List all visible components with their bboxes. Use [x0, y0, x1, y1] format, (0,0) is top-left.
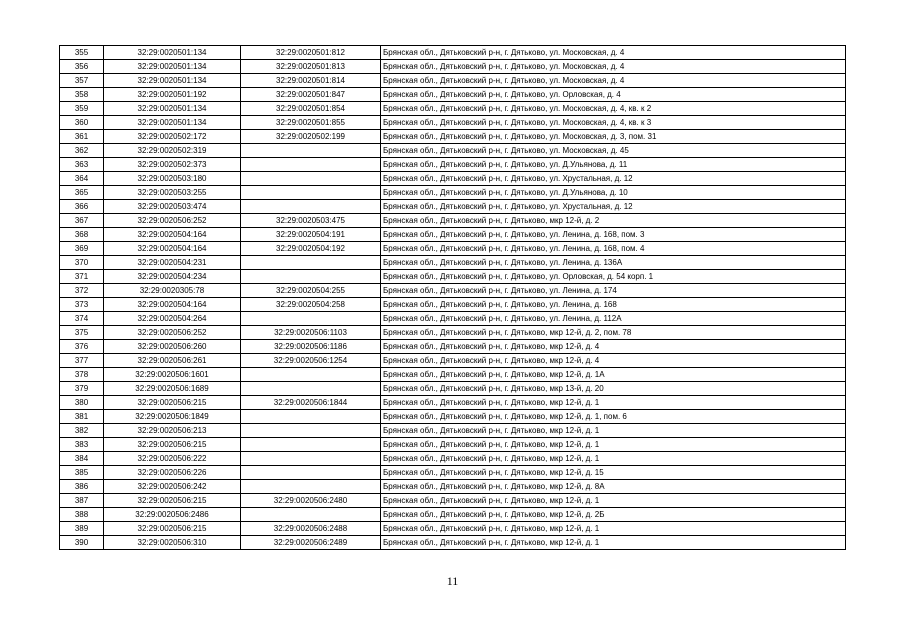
- table-row: [60, 452, 846, 466]
- table-row: [60, 200, 846, 214]
- object-number-cell: 32:29:0020501:812: [241, 46, 381, 60]
- object-number-cell: 32:29:0020506:1103: [241, 326, 381, 340]
- cadastral-number-cell: 32:29:0020502:319: [104, 144, 241, 158]
- row-number-cell: 380: [60, 396, 104, 410]
- row-number-cell: 377: [60, 354, 104, 368]
- row-number-cell: 356: [60, 60, 104, 74]
- cadastral-number-cell: 32:29:0020501:192: [104, 88, 241, 102]
- cadastral-number-cell: 32:29:0020506:310: [104, 536, 241, 550]
- table-row: [60, 466, 846, 480]
- cadastral-number-cell: 32:29:0020506:215: [104, 396, 241, 410]
- object-number-cell: 32:29:0020504:258: [241, 298, 381, 312]
- object-number-cell: [241, 312, 381, 326]
- object-number-cell: [241, 270, 381, 284]
- table-row: [60, 116, 846, 130]
- cadastral-number-cell: 32:29:0020501:134: [104, 102, 241, 116]
- row-number-cell: 357: [60, 74, 104, 88]
- address-cell: Брянская обл., Дятьковский р-н, г. Дятьково, ул. Орловская, д. 54 корп. 1: [381, 270, 846, 284]
- cadastral-number-cell: 32:29:0020501:134: [104, 116, 241, 130]
- address-cell: Брянская обл., Дятьковский р-н, г. Дятьково, ул. Хрустальная, д. 12: [381, 172, 846, 186]
- address-cell: Брянская обл., Дятьковский р-н, г. Дятьково, ул. Ленина, д. 112А: [381, 312, 846, 326]
- row-number-cell: 381: [60, 410, 104, 424]
- cadastral-number-cell: 32:29:0020506:261: [104, 354, 241, 368]
- object-number-cell: [241, 480, 381, 494]
- cadastral-number-cell: 32:29:0020506:2486: [104, 508, 241, 522]
- row-number-cell: 378: [60, 368, 104, 382]
- cadastral-number-cell: 32:29:0020506:213: [104, 424, 241, 438]
- table-row: [60, 172, 846, 186]
- table-row: [60, 228, 846, 242]
- address-cell: Брянская обл., Дятьковский р-н, г. Дятьково, ул. Ленина, д. 168: [381, 298, 846, 312]
- object-number-cell: [241, 144, 381, 158]
- address-cell: Брянская обл., Дятьковский р-н, г. Дятьково, мкр 12-й, д. 1: [381, 438, 846, 452]
- row-number-cell: 386: [60, 480, 104, 494]
- address-cell: Брянская обл., Дятьковский р-н, г. Дятьково, ул. Хрустальная, д. 12: [381, 200, 846, 214]
- object-number-cell: [241, 256, 381, 270]
- address-cell: Брянская обл., Дятьковский р-н, г. Дятьково, мкр 12-й, д. 4: [381, 340, 846, 354]
- cadastral-number-cell: 32:29:0020506:1689: [104, 382, 241, 396]
- address-cell: Брянская обл., Дятьковский р-н, г. Дятьково, ул. Ленина, д. 174: [381, 284, 846, 298]
- table-row: [60, 382, 846, 396]
- address-cell: Брянская обл., Дятьковский р-н, г. Дятьково, мкр 12-й, д. 1: [381, 396, 846, 410]
- address-cell: Брянская обл., Дятьковский р-н, г. Дятьково, ул. Ленина, д. 136А: [381, 256, 846, 270]
- table-row: [60, 354, 846, 368]
- cadastral-number-cell: 32:29:0020504:164: [104, 298, 241, 312]
- address-cell: Брянская обл., Дятьковский р-н, г. Дятьково, мкр 12-й, д. 8А: [381, 480, 846, 494]
- address-cell: Брянская обл., Дятьковский р-н, г. Дятьково, мкр 12-й, д. 1: [381, 494, 846, 508]
- object-number-cell: [241, 466, 381, 480]
- table-row: [60, 74, 846, 88]
- object-number-cell: [241, 158, 381, 172]
- cadastral-number-cell: 32:29:0020502:172: [104, 130, 241, 144]
- cadastral-number-cell: 32:29:0020503:255: [104, 186, 241, 200]
- row-number-cell: 362: [60, 144, 104, 158]
- object-number-cell: [241, 508, 381, 522]
- address-cell: Брянская обл., Дятьковский р-н, г. Дятьково, мкр 12-й, д. 1: [381, 424, 846, 438]
- row-number-cell: 366: [60, 200, 104, 214]
- row-number-cell: 374: [60, 312, 104, 326]
- object-number-cell: 32:29:0020501:855: [241, 116, 381, 130]
- object-number-cell: [241, 368, 381, 382]
- table-row: [60, 396, 846, 410]
- address-cell: Брянская обл., Дятьковский р-н, г. Дятьково, ул. Московская, д. 3, пом. 31: [381, 130, 846, 144]
- row-number-cell: 359: [60, 102, 104, 116]
- row-number-cell: 382: [60, 424, 104, 438]
- row-number-cell: 368: [60, 228, 104, 242]
- object-number-cell: [241, 410, 381, 424]
- address-cell: Брянская обл., Дятьковский р-н, г. Дятьково, мкр 12-й, д. 1: [381, 536, 846, 550]
- cadastral-number-cell: 32:29:0020504:164: [104, 242, 241, 256]
- table-row: [60, 326, 846, 340]
- row-number-cell: 387: [60, 494, 104, 508]
- cadastral-number-cell: 32:29:0020504:264: [104, 312, 241, 326]
- object-number-cell: 32:29:0020506:2480: [241, 494, 381, 508]
- table-row: [60, 410, 846, 424]
- cadastral-number-cell: 32:29:0020506:215: [104, 522, 241, 536]
- page-number: 11: [446, 574, 459, 588]
- table-row: [60, 508, 846, 522]
- table-row: [60, 186, 846, 200]
- row-number-cell: 367: [60, 214, 104, 228]
- cadastral-number-cell: 32:29:0020506:222: [104, 452, 241, 466]
- table-row: [60, 46, 846, 60]
- address-cell: Брянская обл., Дятьковский р-н, г. Дятьково, мкр 12-й, д. 2Б: [381, 508, 846, 522]
- object-number-cell: 32:29:0020506:1186: [241, 340, 381, 354]
- row-number-cell: 365: [60, 186, 104, 200]
- table-row: [60, 438, 846, 452]
- row-number-cell: 389: [60, 522, 104, 536]
- table-row: [60, 256, 846, 270]
- table-row: [60, 340, 846, 354]
- row-number-cell: 373: [60, 298, 104, 312]
- cadastral-number-cell: 32:29:0020305:78: [104, 284, 241, 298]
- table-row: [60, 60, 846, 74]
- table-row: [60, 242, 846, 256]
- table-body: [60, 46, 846, 550]
- row-number-cell: 358: [60, 88, 104, 102]
- address-cell: Брянская обл., Дятьковский р-н, г. Дятьково, мкр 12-й, д. 1: [381, 452, 846, 466]
- address-cell: Брянская обл., Дятьковский р-н, г. Дятьково, ул. Ленина, д. 168, пом. 3: [381, 228, 846, 242]
- cadastral-number-cell: 32:29:0020506:242: [104, 480, 241, 494]
- table-row: [60, 158, 846, 172]
- cadastral-number-cell: 32:29:0020506:1849: [104, 410, 241, 424]
- object-number-cell: [241, 424, 381, 438]
- row-number-cell: 388: [60, 508, 104, 522]
- address-cell: Брянская обл., Дятьковский р-н, г. Дятьково, мкр 12-й, д. 1А: [381, 368, 846, 382]
- cadastral-number-cell: 32:29:0020506:215: [104, 494, 241, 508]
- address-cell: Брянская обл., Дятьковский р-н, г. Дятьково, мкр 12-й, д. 1, пом. 6: [381, 410, 846, 424]
- address-cell: Брянская обл., Дятьковский р-н, г. Дятьково, мкр 12-й, д. 15: [381, 466, 846, 480]
- object-number-cell: 32:29:0020503:475: [241, 214, 381, 228]
- row-number-cell: 383: [60, 438, 104, 452]
- address-cell: Брянская обл., Дятьковский р-н, г. Дятьково, мкр 12-й, д. 4: [381, 354, 846, 368]
- table-row: [60, 424, 846, 438]
- cadastral-number-cell: 32:29:0020501:134: [104, 74, 241, 88]
- address-cell: Брянская обл., Дятьковский р-н, г. Дятьково, мкр 12-й, д. 2, пом. 78: [381, 326, 846, 340]
- cadastral-table: [59, 45, 846, 550]
- table-row: [60, 312, 846, 326]
- table-row: [60, 284, 846, 298]
- cadastral-number-cell: 32:29:0020501:134: [104, 46, 241, 60]
- address-cell: Брянская обл., Дятьковский р-н, г. Дятьково, ул. Ленина, д. 168, пом. 4: [381, 242, 846, 256]
- object-number-cell: 32:29:0020504:191: [241, 228, 381, 242]
- table-row: [60, 522, 846, 536]
- address-cell: Брянская обл., Дятьковский р-н, г. Дятьково, мкр 13-й, д. 20: [381, 382, 846, 396]
- row-number-cell: 385: [60, 466, 104, 480]
- cadastral-number-cell: 32:29:0020502:373: [104, 158, 241, 172]
- object-number-cell: [241, 438, 381, 452]
- table-row: [60, 494, 846, 508]
- object-number-cell: [241, 382, 381, 396]
- table-row: [60, 214, 846, 228]
- address-cell: Брянская обл., Дятьковский р-н, г. Дятьково, мкр 12-й, д. 2: [381, 214, 846, 228]
- object-number-cell: 32:29:0020501:814: [241, 74, 381, 88]
- row-number-cell: 376: [60, 340, 104, 354]
- address-cell: Брянская обл., Дятьковский р-н, г. Дятьково, ул. Московская, д. 45: [381, 144, 846, 158]
- object-number-cell: 32:29:0020504:255: [241, 284, 381, 298]
- cadastral-number-cell: 32:29:0020501:134: [104, 60, 241, 74]
- address-cell: Брянская обл., Дятьковский р-н, г. Дятьково, ул. Московская, д. 4, кв. к 2: [381, 102, 846, 116]
- cadastral-number-cell: 32:29:0020503:474: [104, 200, 241, 214]
- object-number-cell: 32:29:0020502:199: [241, 130, 381, 144]
- row-number-cell: 384: [60, 452, 104, 466]
- cadastral-number-cell: 32:29:0020506:252: [104, 214, 241, 228]
- cadastral-number-cell: 32:29:0020504:231: [104, 256, 241, 270]
- address-cell: Брянская обл., Дятьковский р-н, г. Дятьково, мкр 12-й, д. 1: [381, 522, 846, 536]
- object-number-cell: 32:29:0020501:854: [241, 102, 381, 116]
- object-number-cell: 32:29:0020506:2488: [241, 522, 381, 536]
- cadastral-number-cell: 32:29:0020506:1601: [104, 368, 241, 382]
- row-number-cell: 360: [60, 116, 104, 130]
- table-row: [60, 298, 846, 312]
- address-cell: Брянская обл., Дятьковский р-н, г. Дятьково, ул. Московская, д. 4, кв. к 3: [381, 116, 846, 130]
- address-cell: Брянская обл., Дятьковский р-н, г. Дятьково, ул. Орловская, д. 4: [381, 88, 846, 102]
- table-row: [60, 102, 846, 116]
- table-row: [60, 368, 846, 382]
- row-number-cell: 363: [60, 158, 104, 172]
- row-number-cell: 390: [60, 536, 104, 550]
- row-number-cell: 370: [60, 256, 104, 270]
- object-number-cell: [241, 186, 381, 200]
- table-row: [60, 88, 846, 102]
- row-number-cell: 355: [60, 46, 104, 60]
- object-number-cell: 32:29:0020506:2489: [241, 536, 381, 550]
- table-row: [60, 130, 846, 144]
- row-number-cell: 364: [60, 172, 104, 186]
- table-row: [60, 480, 846, 494]
- object-number-cell: 32:29:0020501:847: [241, 88, 381, 102]
- row-number-cell: 379: [60, 382, 104, 396]
- object-number-cell: 32:29:0020501:813: [241, 60, 381, 74]
- row-number-cell: 361: [60, 130, 104, 144]
- object-number-cell: 32:29:0020506:1844: [241, 396, 381, 410]
- object-number-cell: [241, 200, 381, 214]
- address-cell: Брянская обл., Дятьковский р-н, г. Дятьково, ул. Д.Ульянова, д. 10: [381, 186, 846, 200]
- address-cell: Брянская обл., Дятьковский р-н, г. Дятьково, ул. Московская, д. 4: [381, 74, 846, 88]
- cadastral-number-cell: 32:29:0020504:234: [104, 270, 241, 284]
- object-number-cell: [241, 452, 381, 466]
- object-number-cell: 32:29:0020506:1254: [241, 354, 381, 368]
- table-row: [60, 536, 846, 550]
- cadastral-number-cell: 32:29:0020506:252: [104, 326, 241, 340]
- cadastral-number-cell: 32:29:0020506:260: [104, 340, 241, 354]
- row-number-cell: 372: [60, 284, 104, 298]
- address-cell: Брянская обл., Дятьковский р-н, г. Дятьково, ул. Московская, д. 4: [381, 46, 846, 60]
- cadastral-number-cell: 32:29:0020504:164: [104, 228, 241, 242]
- table-row: [60, 270, 846, 284]
- cadastral-number-cell: 32:29:0020506:226: [104, 466, 241, 480]
- cadastral-number-cell: 32:29:0020503:180: [104, 172, 241, 186]
- cadastral-number-cell: 32:29:0020506:215: [104, 438, 241, 452]
- object-number-cell: [241, 172, 381, 186]
- row-number-cell: 369: [60, 242, 104, 256]
- object-number-cell: 32:29:0020504:192: [241, 242, 381, 256]
- address-cell: Брянская обл., Дятьковский р-н, г. Дятьково, ул. Московская, д. 4: [381, 60, 846, 74]
- row-number-cell: 375: [60, 326, 104, 340]
- row-number-cell: 371: [60, 270, 104, 284]
- address-cell: Брянская обл., Дятьковский р-н, г. Дятьково, ул. Д.Ульянова, д. 11: [381, 158, 846, 172]
- table-row: [60, 144, 846, 158]
